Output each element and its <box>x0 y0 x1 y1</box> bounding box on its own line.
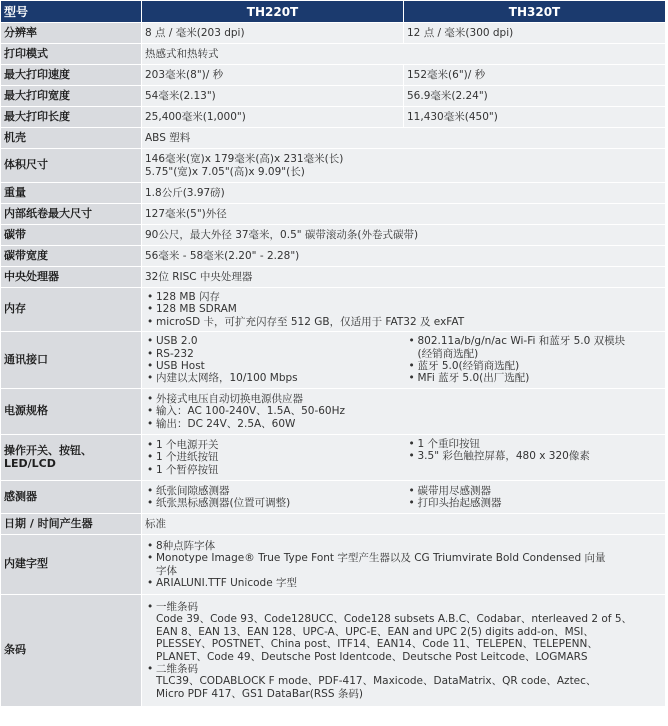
bullet-list <box>145 439 401 476</box>
list-item-continuation: Micro PDF 417、GS1 DataBar(RSS 条码) <box>156 687 363 700</box>
row-fonts <box>1 535 666 595</box>
row-label: 日期 / 时间产生器 <box>1 514 142 535</box>
list-item: • USB Host <box>145 360 401 372</box>
row-value <box>142 595 666 707</box>
list-item: • 打印头抬起感测器 <box>407 497 663 509</box>
row-barcodes <box>1 595 666 707</box>
dimension-imperial: 5.75"(宽)x 7.05"(高)x 9.09"(长) <box>145 165 305 178</box>
list-item-continuation: TLC39、CODABLOCK F mode、PDF-417、Maxicode、DataMatrix、QR code、Aztec、 <box>156 675 597 688</box>
row-label: 通讯接口 <box>1 332 142 389</box>
row-label-line: LED/LCD <box>4 456 56 470</box>
header-row <box>1 1 666 23</box>
list-item: • 碳带用尽感测器 <box>407 485 663 497</box>
row-value: 1.8公斤(3.97磅) <box>142 183 666 204</box>
row-value-th320t <box>404 481 666 514</box>
row-ribbon <box>1 225 666 246</box>
list-item: • 纸张黑标感测器(位置可调整) <box>145 497 401 509</box>
row-label: 内存 <box>1 288 142 332</box>
bullet-list <box>145 335 401 385</box>
list-item: • 802.11a/b/g/n/ac Wi-Fi 和蓝牙 5.0 双模块 <box>407 335 663 347</box>
row-value: ABS 塑料 <box>142 128 666 149</box>
list-item: • 8种点阵字体 <box>145 540 662 552</box>
list-item-continuation: 字体 <box>156 564 177 577</box>
row-memory <box>1 288 666 332</box>
row-value <box>142 149 666 183</box>
row-max-speed <box>1 65 666 86</box>
list-item: • ARIALUNI.TTF Unicode 字型 <box>145 577 662 589</box>
list-item: • RS-232 <box>145 348 401 360</box>
row-value: 热感式和热转式 <box>142 44 666 65</box>
bullet-list <box>407 485 663 510</box>
row-label: 最大打印速度 <box>1 65 142 86</box>
row-dimensions <box>1 149 666 183</box>
row-ribbon-width <box>1 246 666 267</box>
row-resolution <box>1 23 666 44</box>
bullet-list <box>145 601 662 700</box>
row-controls <box>1 435 666 481</box>
row-label: 打印模式 <box>1 44 142 65</box>
row-label: 内建字型 <box>1 535 142 595</box>
list-item: • 一维条码 <box>145 601 662 613</box>
row-label: 体积尺寸 <box>1 149 142 183</box>
row-label: 条码 <box>1 595 142 707</box>
list-item: • 输入：AC 100-240V、1.5A、50-60Hz <box>145 405 662 417</box>
header-model: 型号 <box>1 1 142 23</box>
row-value-th220t: 25,400毫米(1,000") <box>142 107 404 128</box>
bullet-list <box>145 393 662 430</box>
row-value-th220t <box>142 332 404 389</box>
row-value: 32位 RISC 中央处理器 <box>142 267 666 288</box>
row-value-th220t: 203毫米(8")/ 秒 <box>142 65 404 86</box>
list-item: • microSD 卡，可扩充闪存至 512 GB，仅适用于 FAT32 及 exFAT <box>145 316 662 328</box>
row-label: 最大打印宽度 <box>1 86 142 107</box>
list-item: • 二维条码 <box>145 663 662 675</box>
list-item: • USB 2.0 <box>145 335 401 347</box>
list-item: • MFi 蓝牙 5.0(出厂选配) <box>407 372 663 384</box>
list-item: • 1 个进纸按钮 <box>145 451 401 463</box>
row-print-mode <box>1 44 666 65</box>
row-value-th220t: 54毫米(2.13") <box>142 86 404 107</box>
bullet-list <box>407 335 663 385</box>
row-value-th220t: 8 点 / 毫米(203 dpi) <box>142 23 404 44</box>
list-item: • 128 MB SDRAM <box>145 303 662 315</box>
list-item: • 外接式电压自动切换电源供应器 <box>145 393 662 405</box>
row-value: 标准 <box>142 514 666 535</box>
row-rtc <box>1 514 666 535</box>
row-interfaces <box>1 332 666 389</box>
row-value-th320t: 11,430毫米(450") <box>404 107 666 128</box>
row-label: 感测器 <box>1 481 142 514</box>
header-th320t: TH320T <box>404 1 666 23</box>
list-item: • 输出：DC 24V、2.5A、60W <box>145 418 662 430</box>
row-value-th320t <box>404 332 666 389</box>
row-label: 电源规格 <box>1 389 142 435</box>
row-value-th320t <box>404 435 666 481</box>
row-label: 内部纸卷最大尺寸 <box>1 204 142 225</box>
row-label: 碳带 <box>1 225 142 246</box>
list-item-continuation: PLANET、Code 49、Deutsche Post Identcode、Deutsche Post Leitcode、LOGMARS <box>156 650 588 663</box>
list-item-continuation: PLESSEY、POSTNET、China post、ITF14、EAN14、Code 11、TELEPEN、TELEPENN、 <box>156 638 598 651</box>
row-label: 最大打印长度 <box>1 107 142 128</box>
row-label: 分辨率 <box>1 23 142 44</box>
row-label: 机壳 <box>1 128 142 149</box>
row-value <box>142 389 666 435</box>
list-item-continuation: (经销商选配) <box>417 347 479 360</box>
row-value-th320t: 56.9毫米(2.24") <box>404 86 666 107</box>
row-weight <box>1 183 666 204</box>
row-value <box>142 535 666 595</box>
row-roll-size <box>1 204 666 225</box>
row-value-th320t: 12 点 / 毫米(300 dpi) <box>404 23 666 44</box>
list-item: • 1 个暂停按钮 <box>145 464 401 476</box>
bullet-list <box>145 291 662 328</box>
bullet-list <box>145 540 662 590</box>
row-cpu <box>1 267 666 288</box>
row-power <box>1 389 666 435</box>
row-value: 127毫米(5")外径 <box>142 204 666 225</box>
row-value: 56毫米 - 58毫米(2.20" - 2.28") <box>142 246 666 267</box>
list-item-continuation: Code 39、Code 93、Code128UCC、Code128 subsets A.B.C、Codabar、nterleaved 2 of 5、 <box>156 613 633 626</box>
row-label: 重量 <box>1 183 142 204</box>
row-value-th220t <box>142 435 404 481</box>
row-value: 90公尺，最大外径 37毫米，0.5" 碳带滚动条(外卷式碳带) <box>142 225 666 246</box>
dimension-metric: 146毫米(宽)x 179毫米(高)x 231毫米(长) <box>145 153 344 166</box>
list-item-continuation: EAN 8、EAN 13、EAN 128、UPC-A、UPC-E、EAN and UPC 2(5) digits add-on、MSI、 <box>156 625 594 638</box>
bullet-list <box>407 438 663 463</box>
header-th220t: TH220T <box>142 1 404 23</box>
list-item: • Monotype Image® True Type Font 字型产生器以及 CG Triumvirate Bold Condensed 向量 <box>145 552 662 564</box>
row-label: 中央处理器 <box>1 267 142 288</box>
row-label <box>1 435 142 481</box>
row-value <box>142 288 666 332</box>
list-item: • 纸张间隙感测器 <box>145 485 401 497</box>
row-housing <box>1 128 666 149</box>
list-item: • 1 个重印按钮 <box>407 438 663 450</box>
list-item: • 内建以太网络，10/100 Mbps <box>145 372 401 384</box>
row-value-th220t <box>142 481 404 514</box>
list-item: • 蓝牙 5.0(经销商选配) <box>407 360 663 372</box>
row-sensors <box>1 481 666 514</box>
list-item: • 3.5" 彩色触控屏幕，480 x 320像素 <box>407 450 663 462</box>
row-max-length <box>1 107 666 128</box>
list-item: • 128 MB 闪存 <box>145 291 662 303</box>
row-max-width <box>1 86 666 107</box>
row-label-line: 操作开关、按钮、 <box>4 443 92 457</box>
row-value-th320t: 152毫米(6")/ 秒 <box>404 65 666 86</box>
row-label: 碳带宽度 <box>1 246 142 267</box>
bullet-list <box>145 485 401 510</box>
list-item: • 1 个电源开关 <box>145 439 401 451</box>
